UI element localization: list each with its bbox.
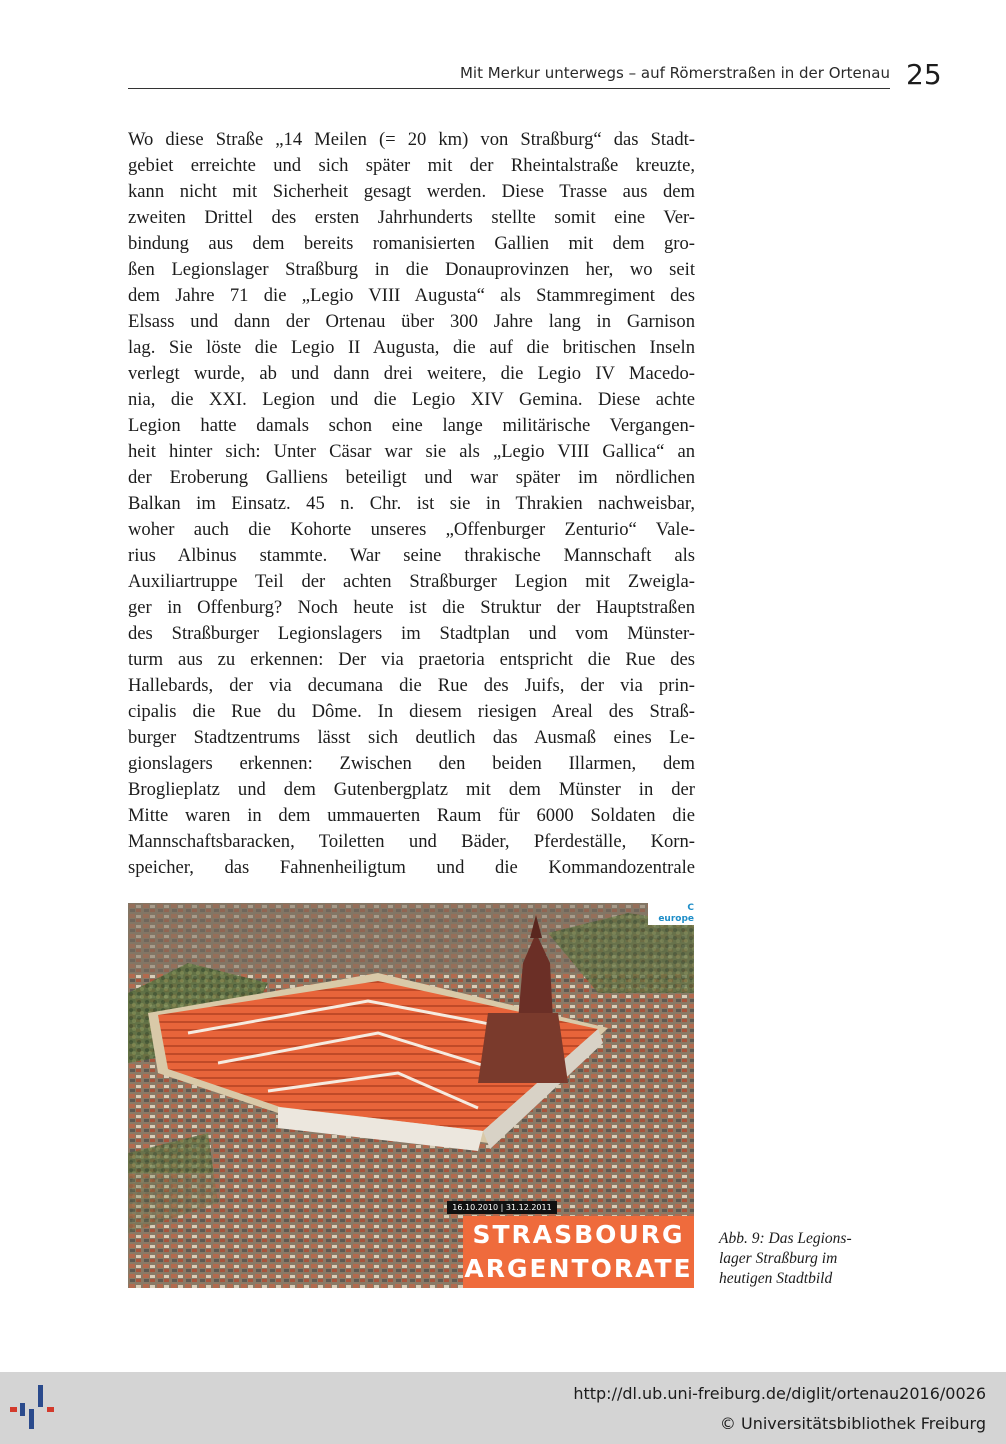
body-line: burger Stadtzentrums lässt sich deutlich das Ausmaß eines Le- [128,727,695,748]
corner-logo-word: europe [658,914,694,924]
body-line: woher auch die Kohorte unseres „Offenburger Zenturio“ Vale- [128,519,695,540]
ub-freiburg-logo-icon [10,1383,62,1433]
body-line: bindung aus dem bereits romanisierten Gallien mit dem gro- [128,233,695,254]
body-line: verlegt wurde, ab und dann drei weitere, die Legio IV Macedo- [128,363,695,384]
footer-url-link[interactable]: http://dl.ub.uni-freiburg.de/diglit/ortenau2016/0026 [573,1384,986,1403]
banner-title-argentorate: ARGENTORATE [464,1254,693,1283]
corner-logo-letter: C [687,903,694,913]
body-line: rius Albinus stammte. War seine thrakische Mannschaft als [128,545,695,566]
body-line: turm aus zu erkennen: Der via praetoria entspricht die Rue des [128,649,695,670]
body-line: cipalis die Rue du Dôme. In diesem riesigen Areal des Straß- [128,701,695,722]
body-line: ger in Offenburg? Noch heute ist die Struktur der Hauptstraßen [128,597,695,618]
body-line: Elsass und dann der Ortenau über 300 Jahre lang in Garnison [128,311,695,332]
corner-logo-tag [648,903,694,925]
exhibition-dates: 16.10.2010 | 31.12.2011 [447,1201,557,1214]
body-line: des Straßburger Legionslagers im Stadtplan und vom Münster- [128,623,695,644]
body-line: Mannschaftsbaracken, Toiletten und Bäder, Pferdeställe, Korn- [128,831,695,852]
footer-copyright: © Universitätsbibliothek Freiburg [719,1414,986,1433]
body-line: speicher, das Fahnenheiligtum und die Kommandozentrale [128,857,695,878]
banner-title-strasbourg: STRASBOURG [472,1220,685,1249]
figure-caption [719,1229,899,1289]
page-number: 25 [906,58,942,91]
caption-line: Abb. 9: Das Legions- [719,1230,852,1247]
body-line: ßen Legionslager Straßburg in die Donauprovinzen her, wo seit [128,259,695,280]
body-line: heit hinter sich: Unter Cäsar war sie als „Legio VIII Gallica“ an [128,441,695,462]
body-line: Hallebards, der via decumana die Rue des Juifs, der via prin- [128,675,695,696]
body-line: zweiten Drittel des ersten Jahrhunderts stellte somit eine Ver- [128,207,695,228]
body-line: der Eroberung Galliens beteiligt und war später im nördlichen [128,467,695,488]
caption-line: lager Straßburg im [719,1250,838,1267]
body-line: Broglieplatz und dem Gutenbergplatz mit dem Münster in der [128,779,695,800]
body-line: lag. Sie löste die Legio II Augusta, die auf die britischen Inseln [128,337,695,358]
body-line: Mitte waren in dem ummauerten Raum für 6000 Soldaten die [128,805,695,826]
body-line: nia, die XXI. Legion und die Legio XIV Gemina. Diese achte [128,389,695,410]
body-line: Balkan im Einsatz. 45 n. Chr. ist sie in Thrakien nachweisbar, [128,493,695,514]
body-line: gebiet erreichte und sich später mit der Rheintalstraße kreuzte, [128,155,695,176]
body-line: gionslagers erkennen: Zwischen den beiden Illarmen, dem [128,753,695,774]
body-line: Auxiliartruppe Teil der achten Straßburger Legion mit Zweigla- [128,571,695,592]
footer-bar [0,1372,1006,1444]
running-title: Mit Merkur unterwegs – auf Römerstraßen in der Ortenau [459,64,890,82]
body-line: Legion hatte damals schon eine lange militärische Vergangen- [128,415,695,436]
body-line: dem Jahre 71 die „Legio VIII Augusta“ als Stammregiment des [128,285,695,306]
header-rule [128,88,890,89]
body-line: Wo diese Straße „14 Meilen (= 20 km) von Straßburg“ das Stadt- [128,129,695,150]
caption-line: heutigen Stadtbild [719,1270,833,1287]
body-line: kann nicht mit Sicherheit gesagt werden. Diese Trasse aus dem [128,181,695,202]
